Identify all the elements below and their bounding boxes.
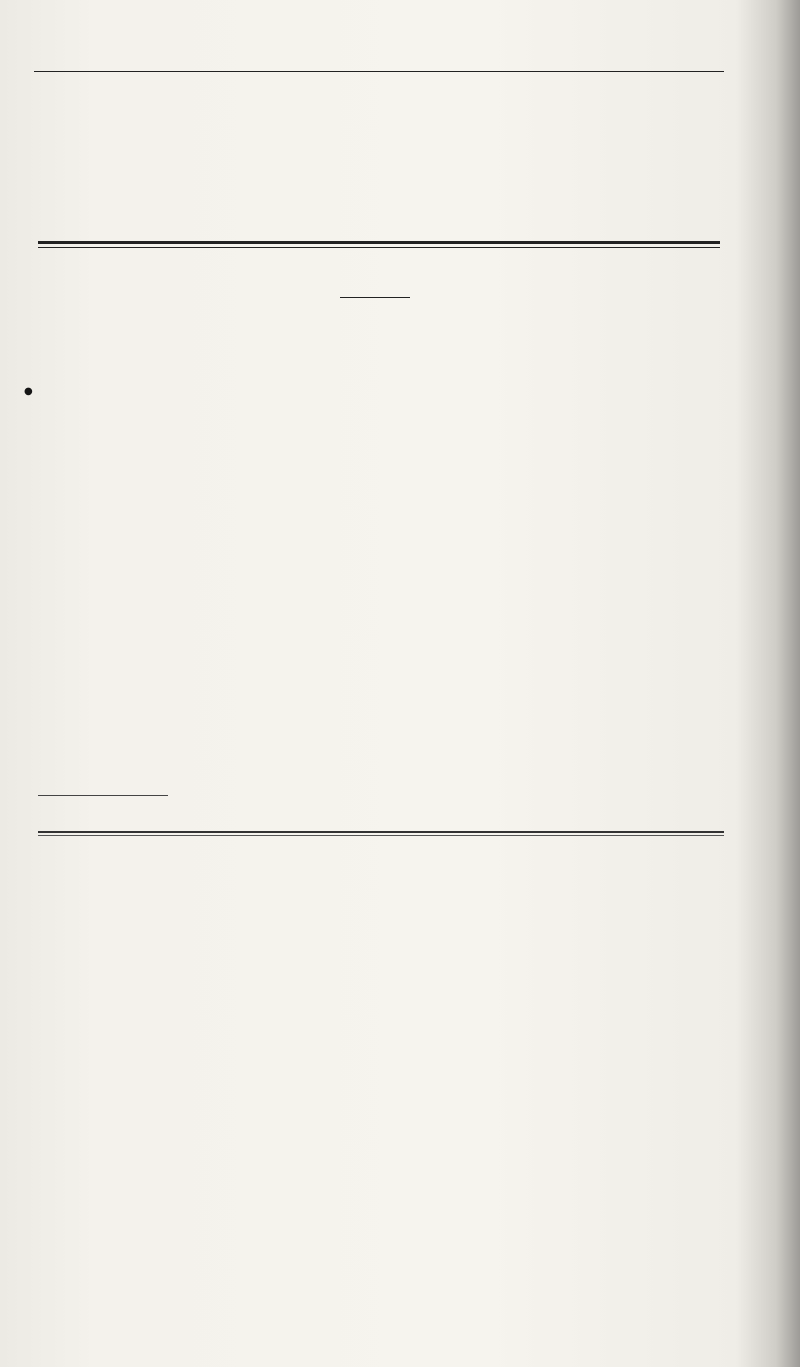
title-rule: [340, 297, 410, 298]
header-rule: [34, 71, 724, 72]
footnote-rule: [38, 795, 168, 796]
margin-dot: ●: [24, 386, 33, 397]
page-header: [34, 34, 724, 62]
section-rule-bottom: [38, 247, 720, 248]
divider-rule: [38, 831, 724, 833]
divider-rule-thin: [38, 835, 724, 836]
section-rule-top: [38, 241, 720, 244]
